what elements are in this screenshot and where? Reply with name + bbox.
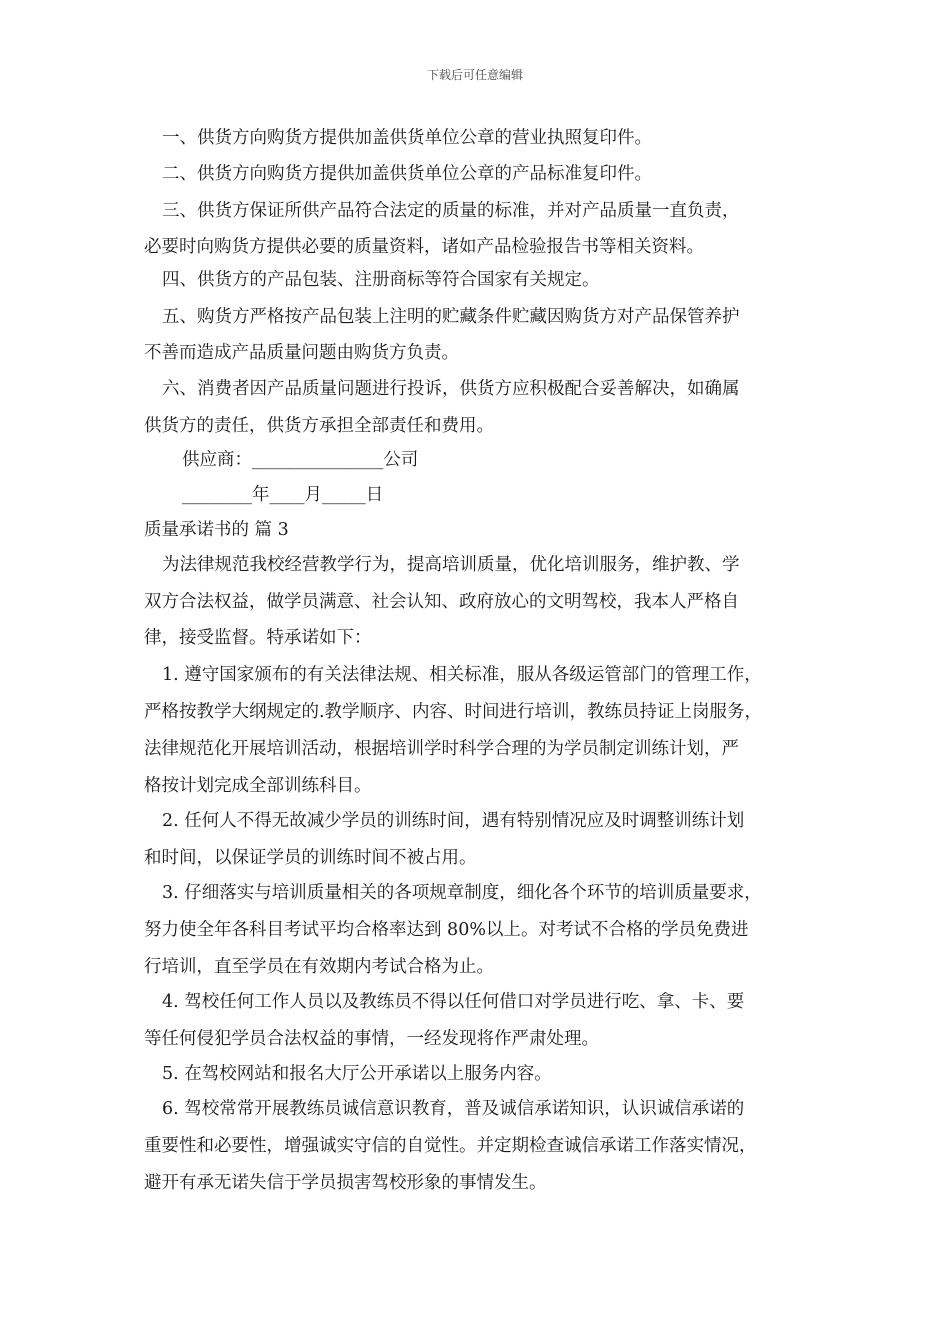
text-line: 六、消费者因产品质量问题进行投诉，供货方应积极配合妥善解决，如确属 <box>162 379 740 399</box>
text-line: 和时间，以保证学员的训练时间不被占用。 <box>144 848 477 868</box>
text-line: 为法律规范我校经营教学行为，提高培训质量，优化培训服务，维护教、学 <box>162 555 740 575</box>
list-item: 1. 遵守国家颁布的有关法律法规、相关标准，服从各级运管部门的管理工作， <box>162 665 762 685</box>
text-line: 重要性和必要性，增强诚实守信的自觉性。并定期检查诚信承诺工作落实情况， <box>144 1136 757 1156</box>
supplier-signature-line: 供应商：_______________公司 <box>182 450 419 470</box>
list-item: 6. 驾校常常开展教练员诚信意识教育，普及诚信承诺知识，认识诚信承诺的 <box>162 1099 745 1119</box>
list-item: 4. 驾校任何工作人员以及教练员不得以任何借口对学员进行吃、拿、卡、要 <box>162 992 745 1012</box>
text-line: 等任何侵犯学员合法权益的事情，一经发现将作严肃处理。 <box>144 1029 599 1049</box>
text-line: 不善而造成产品质量问题由购货方负责。 <box>144 343 459 363</box>
text-line: 三、供货方保证所供产品符合法定的质量的标准，并对产品质量一直负责， <box>162 201 740 221</box>
text-line: 五、购货方严格按产品包装上注明的贮藏条件贮藏因购货方对产品保管养护 <box>162 307 740 327</box>
text-line: 律，接受监督。特承诺如下： <box>144 628 372 648</box>
text-line: 供货方的责任，供货方承担全部责任和费用。 <box>144 416 494 436</box>
page-header: 下载后可任意编辑 <box>426 68 523 82</box>
text-line: 严格按教学大纲规定的.教学顺序、内容、时间进行培训，教练员持证上岗服务， <box>144 702 763 722</box>
list-item: 3. 仔细落实与培训质量相关的各项规章制度，细化各个环节的培训质量要求， <box>162 883 762 903</box>
text-line: 格按计划完成全部训练科目。 <box>144 776 372 796</box>
section-title: 质量承诺书的 篇 3 <box>144 520 289 540</box>
text-line: 避开有承无诺失信于学员损害驾校形象的事情发生。 <box>144 1173 547 1193</box>
date-line: ________年____月_____日 <box>182 485 384 505</box>
text-line: 二、供货方向购货方提供加盖供货单位公章的产品标准复印件。 <box>162 164 652 184</box>
text-line: 必要时向购货方提供必要的质量资料，诸如产品检验报告书等相关资料。 <box>144 237 704 257</box>
text-line: 双方合法权益，做学员满意、社会认知、政府放心的文明驾校，我本人严格自 <box>144 592 739 612</box>
text-line: 四、供货方的产品包装、注册商标等符合国家有关规定。 <box>162 270 600 290</box>
list-item: 5. 在驾校网站和报名大厅公开承诺以上服务内容。 <box>162 1064 552 1084</box>
list-item: 2. 任何人不得无故减少学员的训练时间，遇有特别情况应及时调整训练计划 <box>162 811 745 831</box>
text-line: 努力使全年各科目考试平均合格率达到 80%以上。对考试不合格的学员免费进 <box>144 920 749 940</box>
text-line: 法律规范化开展培训活动，根据培训学时科学合理的为学员制定训练计划，严 <box>144 739 739 759</box>
text-line: 行培训，直至学员在有效期内考试合格为止。 <box>144 957 494 977</box>
text-line: 一、供货方向购货方提供加盖供货单位公章的营业执照复印件。 <box>162 128 652 148</box>
